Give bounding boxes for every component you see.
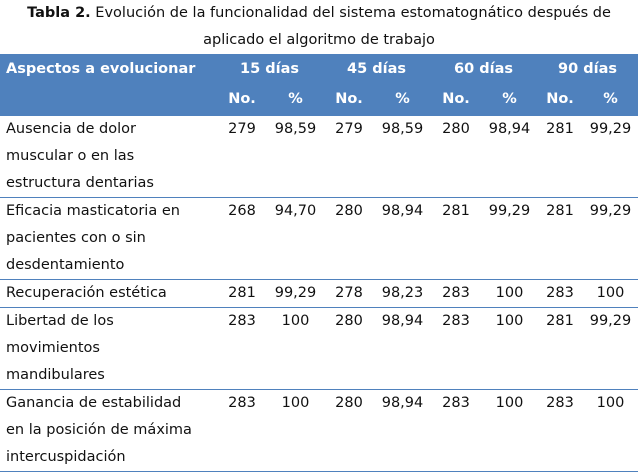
cell-no: 268 bbox=[228, 203, 256, 219]
row-aspect: Ganancia de estabilidad en la posición de máxima intercuspidación bbox=[6, 395, 192, 465]
cell-pct: 98,23 bbox=[381, 285, 424, 301]
header-period-90: 90 días bbox=[537, 54, 638, 83]
header-sub-no: No. bbox=[216, 83, 268, 116]
cell-pct: 100 bbox=[495, 395, 524, 411]
row-aspect: Recuperación estética bbox=[6, 285, 167, 301]
table-row bbox=[0, 390, 638, 472]
table-row bbox=[0, 116, 638, 198]
cell-pct: 100 bbox=[281, 313, 310, 329]
table-body bbox=[0, 116, 638, 472]
header-period-60: 60 días bbox=[430, 54, 537, 83]
cell-pct: 98,94 bbox=[381, 395, 424, 411]
cell-pct: 100 bbox=[596, 285, 625, 301]
table-header bbox=[0, 54, 638, 116]
header-sub-no: No. bbox=[323, 83, 375, 116]
cell-pct: 100 bbox=[281, 395, 310, 411]
cell-no: 281 bbox=[442, 203, 470, 219]
header-sub-pct: % bbox=[268, 83, 323, 116]
header-sub-pct: % bbox=[375, 83, 430, 116]
cell-no: 278 bbox=[335, 285, 363, 301]
table-row bbox=[0, 280, 638, 308]
cell-pct: 98,94 bbox=[488, 121, 531, 137]
header-sub-pct: % bbox=[583, 83, 638, 116]
cell-pct: 98,59 bbox=[381, 121, 424, 137]
cell-no: 281 bbox=[546, 121, 574, 137]
cell-no: 283 bbox=[442, 313, 470, 329]
table-row bbox=[0, 198, 638, 280]
cell-pct: 98,94 bbox=[381, 313, 424, 329]
cell-pct: 99,29 bbox=[589, 121, 632, 137]
cell-pct: 100 bbox=[495, 313, 524, 329]
cell-no: 281 bbox=[546, 203, 574, 219]
cell-no: 283 bbox=[228, 395, 256, 411]
cell-no: 283 bbox=[546, 395, 574, 411]
cell-pct: 99,29 bbox=[589, 203, 632, 219]
cell-pct: 99,29 bbox=[274, 285, 317, 301]
cell-pct: 99,29 bbox=[488, 203, 531, 219]
cell-no: 281 bbox=[228, 285, 256, 301]
cell-no: 280 bbox=[335, 395, 363, 411]
cell-pct: 94,70 bbox=[274, 203, 317, 219]
row-aspect: Eficacia masticatoria en pacientes con o sin desdentamiento bbox=[6, 203, 180, 273]
row-aspect: Libertad de los movimientos mandibulares bbox=[6, 313, 114, 383]
cell-no: 283 bbox=[546, 285, 574, 301]
cell-no: 280 bbox=[335, 203, 363, 219]
functionality-table bbox=[0, 54, 638, 472]
header-period-15: 15 días bbox=[216, 54, 323, 83]
header-period-45: 45 días bbox=[323, 54, 430, 83]
row-aspect: Ausencia de dolor muscular o en las estructura dentarias bbox=[6, 121, 154, 191]
header-sub-no: No. bbox=[430, 83, 482, 116]
table-row bbox=[0, 308, 638, 390]
table-caption bbox=[0, 0, 638, 54]
caption-text-line1: Evolución de la funcionalidad del sistema estomatognático después de bbox=[95, 5, 611, 21]
cell-pct: 100 bbox=[596, 395, 625, 411]
header-aspect: Aspectos a evolucionar bbox=[0, 54, 216, 83]
cell-pct: 100 bbox=[495, 285, 524, 301]
cell-pct: 98,94 bbox=[381, 203, 424, 219]
cell-no: 281 bbox=[546, 313, 574, 329]
caption-label: Tabla 2. bbox=[27, 5, 91, 21]
cell-no: 279 bbox=[228, 121, 256, 137]
header-blank bbox=[0, 83, 216, 116]
cell-no: 280 bbox=[335, 313, 363, 329]
cell-no: 283 bbox=[228, 313, 256, 329]
cell-no: 280 bbox=[442, 121, 470, 137]
header-sub-no: No. bbox=[537, 83, 583, 116]
cell-no: 283 bbox=[442, 395, 470, 411]
header-sub-pct: % bbox=[482, 83, 537, 116]
cell-no: 279 bbox=[335, 121, 363, 137]
caption-text-line2: aplicado el algoritmo de trabajo bbox=[203, 32, 435, 48]
cell-pct: 98,59 bbox=[274, 121, 317, 137]
cell-pct: 99,29 bbox=[589, 313, 632, 329]
cell-no: 283 bbox=[442, 285, 470, 301]
